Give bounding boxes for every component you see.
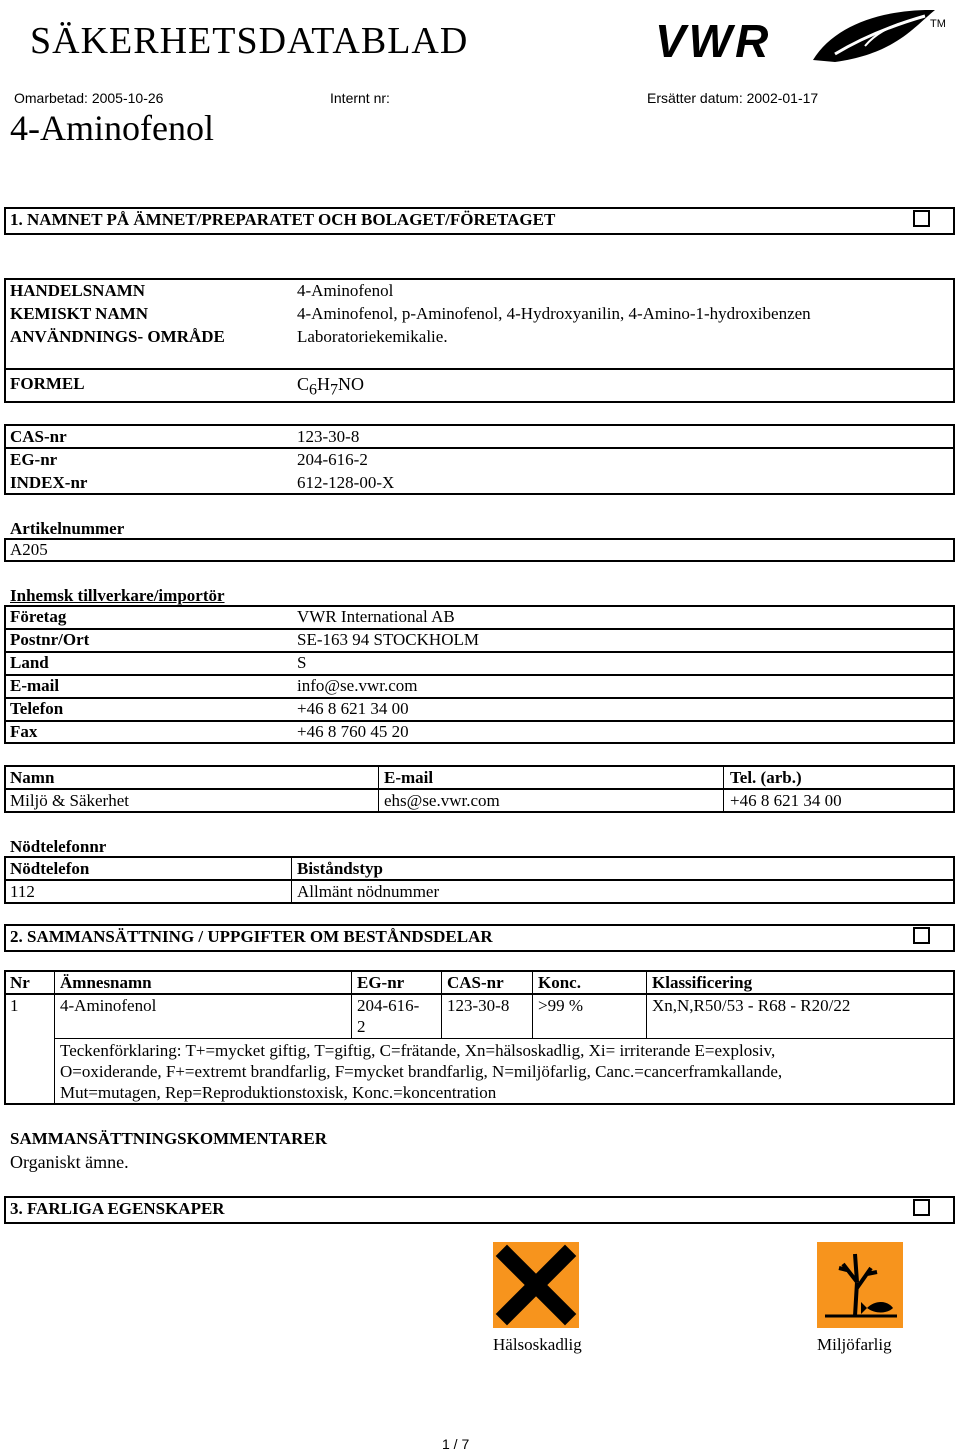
composition-comments-label: SAMMANSÄTTNINGSKOMMENTARER	[10, 1129, 328, 1148]
col-header-conc: Konc.	[538, 973, 581, 992]
row-cas: 123-30-8	[447, 996, 510, 1015]
formula-h: H	[317, 374, 331, 394]
trade-name-value: 4-Aminofenol	[297, 281, 394, 300]
revised-date: Omarbetad: 2005-10-26	[14, 90, 164, 106]
column-divider	[441, 970, 442, 1038]
row-name: 4-Aminofenol	[60, 996, 157, 1015]
formula-h-sub: 7	[330, 381, 339, 399]
divider	[4, 720, 955, 722]
legend-line: Mut=mutagen, Rep=Reproduktionstoxisk, Konc.=koncentration	[60, 1083, 497, 1102]
divider	[4, 993, 955, 995]
index-value: 612-128-00-X	[297, 473, 395, 492]
formula-label: FORMEL	[10, 374, 85, 393]
page-number: 1 / 7	[442, 1436, 470, 1452]
identifiers-block	[4, 424, 955, 495]
article-value: A205	[10, 540, 48, 559]
divider	[54, 1038, 955, 1039]
row-conc: >99 %	[538, 996, 583, 1015]
country-value: S	[297, 653, 307, 672]
chemical-name-value: 4-Aminofenol, p-Aminofenol, 4-Hydroxyanilin, 4-Amino-1-hydroxibenzen	[297, 304, 811, 323]
divider	[4, 879, 955, 881]
row-class: Xn,N,R50/53 - R68 - R20/22	[652, 996, 851, 1015]
row-eg-line2: 2	[357, 1017, 366, 1036]
divider	[4, 697, 955, 699]
formula-c-sub: 6	[309, 381, 318, 399]
product-name: 4-Aminofenol	[10, 108, 214, 148]
cas-value: 123-30-8	[297, 427, 360, 446]
article-box	[4, 538, 955, 562]
email-value[interactable]: info@se.vwr.com	[297, 676, 418, 695]
row-eg-line1: 204-616-	[357, 996, 420, 1015]
index-label: INDEX-nr	[10, 473, 88, 492]
divider	[4, 674, 955, 676]
divider	[4, 447, 955, 449]
formula-c: C	[297, 374, 310, 394]
phone-label: Telefon	[10, 699, 64, 718]
section2-checkbox[interactable]	[913, 927, 930, 944]
divider	[4, 368, 955, 370]
replaces-date: Ersätter datum: 2002-01-17	[647, 90, 819, 106]
column-divider	[646, 970, 647, 1038]
divider	[4, 651, 955, 653]
column-divider	[378, 765, 379, 813]
fax-label: Fax	[10, 722, 38, 741]
section1-heading: 1. NAMNET PÅ ÄMNET/PREPARATET OCH BOLAGET/FÖRETAGET	[10, 210, 556, 229]
trademark-symbol: TM	[930, 18, 946, 30]
contact-name: Miljö & Säkerhet	[10, 791, 129, 810]
col-header-class: Klassificering	[652, 973, 753, 992]
vwr-leaf-icon	[805, 4, 955, 66]
harmful-pictogram	[493, 1242, 579, 1328]
postal-label: Postnr/Ort	[10, 630, 90, 649]
section1-checkbox[interactable]	[913, 210, 930, 227]
column-divider	[291, 856, 292, 904]
harmful-x-icon	[493, 1242, 579, 1328]
formula-rest: NO	[338, 374, 365, 394]
row-nr: 1	[10, 996, 19, 1015]
fax-value: +46 8 760 45 20	[297, 722, 409, 741]
email-label: E-mail	[10, 676, 60, 695]
country-label: Land	[10, 653, 49, 672]
legend-line: Teckenförklaring: T+=mycket giftig, T=giftig, C=frätande, Xn=hälsoskadlig, Xi= irriterande E=explosiv,	[60, 1041, 776, 1060]
section2-heading: 2. SAMMANSÄTTNING / UPPGIFTER OM BESTÅNDSDELAR	[10, 927, 493, 946]
vwr-logo-text: VWR	[655, 15, 772, 67]
contact-header-phone: Tel. (arb.)	[730, 768, 802, 787]
article-label: Artikelnummer	[10, 519, 125, 538]
emergency-header-type: Biståndstyp	[297, 859, 383, 878]
contact-email[interactable]: ehs@se.vwr.com	[384, 791, 500, 810]
contact-phone: +46 8 621 34 00	[730, 791, 842, 810]
phone-value: +46 8 621 34 00	[297, 699, 409, 718]
col-header-cas: CAS-nr	[447, 973, 504, 992]
internal-number: Internt nr:	[330, 90, 390, 106]
eg-label: EG-nr	[10, 450, 58, 469]
emergency-header-phone: Nödtelefon	[10, 859, 90, 878]
vwr-logo	[655, 4, 955, 66]
emergency-phone: 112	[10, 882, 35, 901]
document-title: SÄKERHETSDATABLAD	[30, 20, 469, 62]
col-header-nr: Nr	[10, 973, 30, 992]
use-area-label: ANVÄNDNINGS- OMRÅDE	[10, 327, 225, 346]
column-divider	[54, 970, 55, 1105]
postal-value: SE-163 94 STOCKHOLM	[297, 630, 479, 649]
column-divider	[723, 765, 724, 813]
formula-value	[297, 374, 364, 401]
emergency-label: Nödtelefonnr	[10, 837, 107, 856]
cas-label: CAS-nr	[10, 427, 67, 446]
contact-header-name: Namn	[10, 768, 55, 787]
section3-checkbox[interactable]	[913, 1199, 930, 1216]
dead-tree-fish-icon	[817, 1242, 903, 1328]
section3-heading: 3. FARLIGA EGENSKAPER	[10, 1199, 225, 1218]
emergency-type: Allmänt nödnummer	[297, 882, 440, 901]
eg-value: 204-616-2	[297, 450, 368, 469]
company-value: VWR International AB	[297, 607, 455, 626]
company-label: Företag	[10, 607, 67, 626]
environment-label: Miljöfarlig	[817, 1335, 892, 1354]
column-divider	[351, 970, 352, 1038]
supplier-label: Inhemsk tillverkare/importör	[10, 586, 225, 605]
contact-header-email: E-mail	[384, 768, 434, 787]
trade-name-label: HANDELSNAMN	[10, 281, 146, 300]
legend-line: O=oxiderande, F+=extremt brandfarlig, F=mycket brandfarlig, N=miljöfarlig, Canc.=cancerframkallande,	[60, 1062, 783, 1081]
harmful-label: Hälsoskadlig	[493, 1335, 582, 1354]
col-header-name: Ämnesnamn	[60, 973, 152, 992]
composition-comments: Organiskt ämne.	[10, 1152, 129, 1172]
environment-pictogram	[817, 1242, 903, 1328]
divider	[4, 788, 955, 790]
column-divider	[532, 970, 533, 1038]
col-header-eg: EG-nr	[357, 973, 405, 992]
use-area-value: Laboratoriekemikalie.	[297, 327, 448, 346]
divider	[4, 628, 955, 630]
chemical-name-label: KEMISKT NAMN	[10, 304, 149, 323]
